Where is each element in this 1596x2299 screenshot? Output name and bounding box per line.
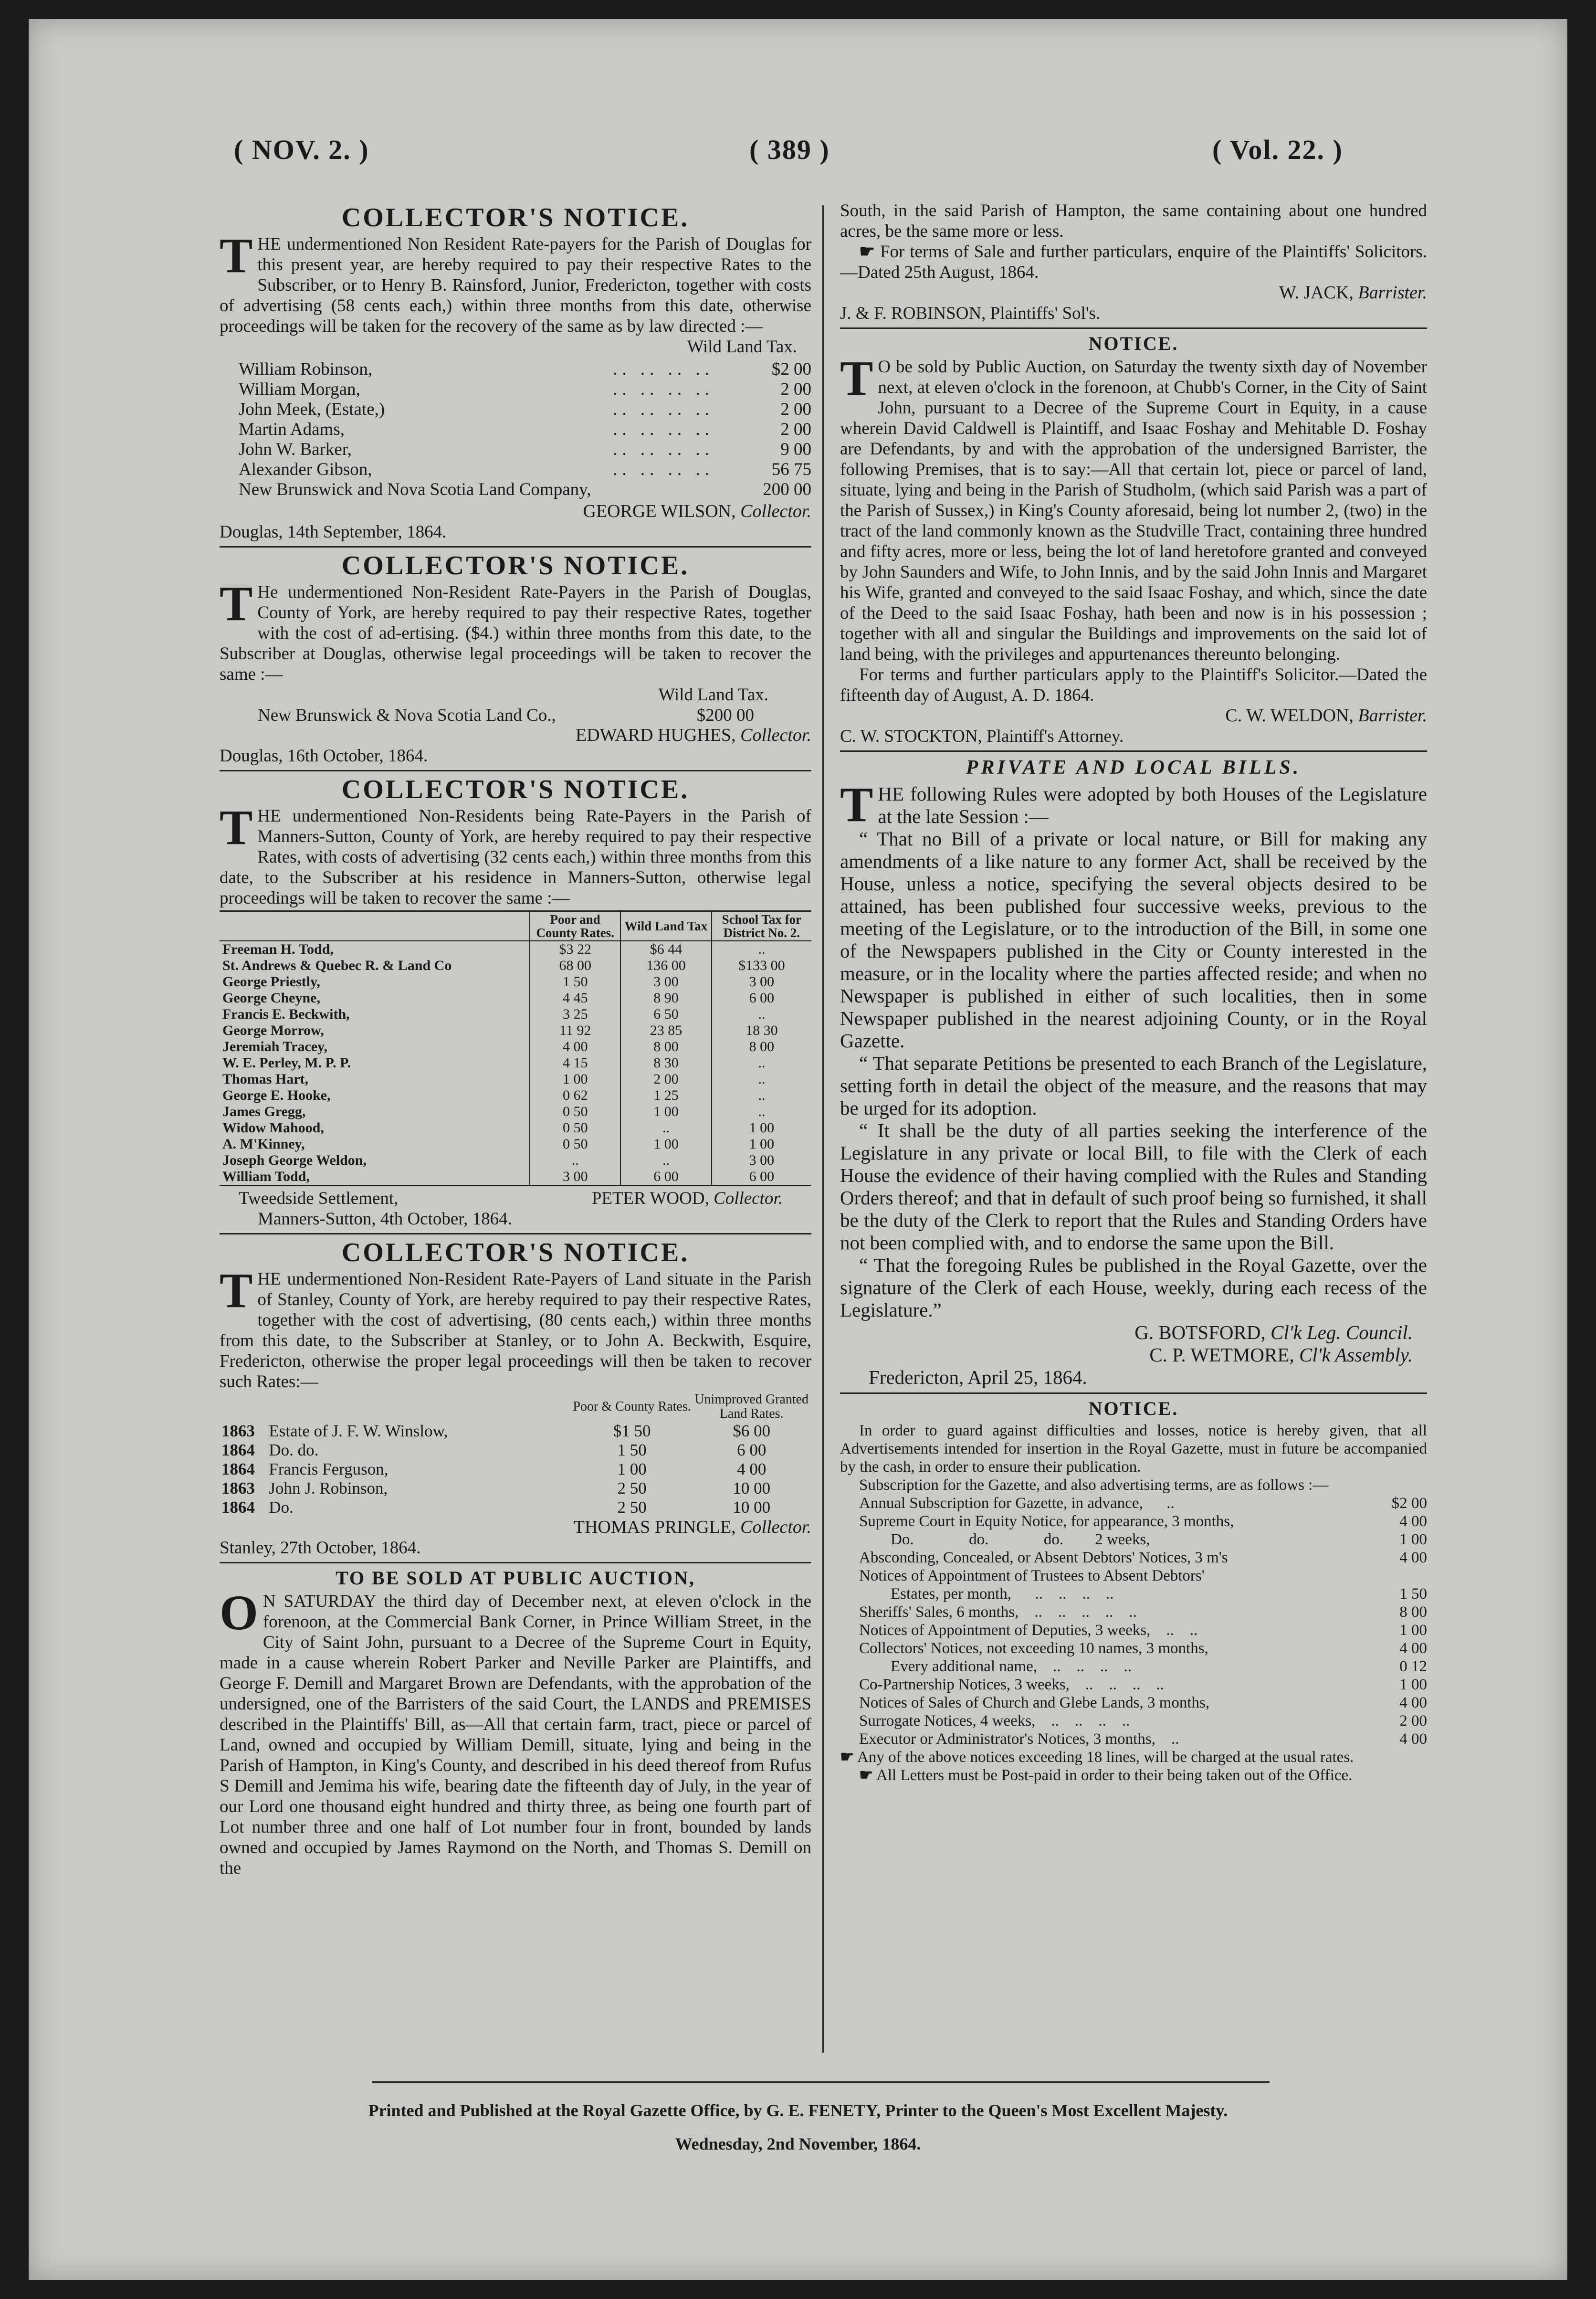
- rule-paragraph: “ It shall be the duty of all parties seeking the interference of the Legislature in any private or local Bill, to file with the Clerk of each House the evidence of their having complied with the Rules and Standing Orders thereof; and that in default of such proof being so furnished, it shall be the duty of the Clerk to report that the Rules and Standing Orders have not been complied with, and to endorse the same upon the Bill.: [840, 1119, 1427, 1254]
- table-cell: 1863: [221, 1479, 255, 1498]
- gazette-notice: [840, 1398, 1427, 1784]
- section-rule: [840, 327, 1427, 329]
- rule-paragraph: “ That separate Petitions be presented to each Branch of the Legislature, setting forth in detail the object of the measure, and the reasons that may be urged for its adoption.: [840, 1052, 1427, 1119]
- footer-imprint: Printed and Published at the Royal Gazette Office, by G. E. FENETY, Printer to the Queen's Most Excellent Majesty.: [368, 2101, 1228, 2120]
- table-cell: George Priestly,: [222, 974, 320, 990]
- table-cell: 4 15: [530, 1055, 620, 1071]
- collector-notice-douglas-2: [220, 551, 811, 766]
- table-cell: 1 00: [530, 1071, 620, 1087]
- rates-list: [840, 1494, 1427, 1748]
- section-rule: [220, 1233, 811, 1234]
- section-rule: [840, 750, 1427, 752]
- table-cell: 3 00: [620, 974, 711, 990]
- notice-title: PRIVATE AND LOCAL BILLS.: [966, 757, 1302, 779]
- table-cell: George Cheyne,: [222, 990, 320, 1006]
- pointing-hand-icon: ☛: [840, 1749, 854, 1766]
- table-row: [220, 1460, 811, 1479]
- list-item: Supreme Court in Equity Notice, for appearance, 3 months, 4 00: [859, 1513, 1427, 1530]
- list-item: New Brunswick and Nova Scotia Land Company, 200 00: [239, 480, 811, 499]
- list-item: William Morgan, .. .. .. .. 2 00: [239, 380, 811, 399]
- table-cell: Estate of J. F. W. Winslow,: [269, 1422, 448, 1440]
- table-cell: 2 50: [617, 1479, 647, 1498]
- notice-body: HE undermentioned Non-Resident Rate-Payers of Land situate in the Parish of Stanley, County of York, are hereby required to pay their respective Rates, together with the cost of advertising, (80 cents each,) within three months from this date, to the Subscriber at Stanley, or to John A. Beckwith, Esquire, Fredericton, otherwise the proper legal proceedings will then be taken to recover such Rates:—: [220, 1269, 811, 1392]
- notice-date: Stanley, 27th October, 1864.: [220, 1538, 421, 1558]
- notice-date: Fredericton, April 25, 1864.: [869, 1366, 1087, 1388]
- table-cell: 6 00: [620, 1169, 711, 1185]
- table-cell: $6 44: [620, 941, 711, 958]
- table-cell: 0 50: [530, 1104, 620, 1120]
- table-cell: George Morrow,: [222, 1023, 324, 1038]
- table-cell: 6 50: [620, 1006, 711, 1023]
- notice-body: O be sold by Public Auction, on Saturday the twenty sixth day of November next, at eleven o'clock in the forenoon, at Chubb's Corner, in the City of Saint John, pursuant to a Decree of the Supreme Court in Equity, in a cause wherein David Caldwell is Plaintiff, and Isaac Foshay and Mehitable D. Foshay are Defendants, by and with the approbation of the undersigned Barrister, the following Premises, that is to say:—All that certain lot, piece or parcel of land, situate, lying and being in the Parish of Studholm, (which said Parish was a part of the Parish of Sussex,) in King's County aforesaid, being lot number 2, (two) in the tract of the land commonly known as the Studville Tract, containing three hundred and fifty acres, more or less, being the lot of land heretofore granted and conveyed by John Saunders and Wife, to John Innis, and by the said John Innis and Margaret his Wife, granted and conveyed to the said Isaac Foshay, and which, since the date of the Deed to the said Isaac Foshay, hath been and now is in his possession ; together with all and singular the Buildings and improvements on the said lot of land being, with the privileges and appurtenances thereunto belonging.: [840, 357, 1427, 664]
- newspaper-page: [29, 19, 1567, 2280]
- table-cell: 2 00: [620, 1071, 711, 1087]
- table-cell: ..: [620, 1152, 711, 1169]
- table-cell: 1 25: [620, 1087, 711, 1104]
- footer-date: Wednesday, 2nd November, 1864.: [675, 2134, 921, 2153]
- list-item: Notices of Appointment of Trustees to Absent Debtors': [859, 1567, 1205, 1584]
- table-cell: 1 50: [617, 1441, 647, 1459]
- table-cell: Jeremiah Tracey,: [222, 1039, 327, 1055]
- notice-date: Douglas, 16th October, 1864.: [220, 746, 428, 766]
- table-cell: Freeman H. Todd,: [222, 941, 334, 957]
- list-item: Martin Adams, .. .. .. .. 2 00: [239, 420, 811, 439]
- table-cell: 23 85: [620, 1023, 711, 1039]
- table-cell: 0 62: [530, 1087, 620, 1104]
- table-cell: 6 00: [712, 1169, 811, 1185]
- column-header: Unimproved Granted Land Rates.: [694, 1392, 809, 1421]
- rates-table: [220, 912, 811, 1185]
- section-rule: [220, 1562, 811, 1563]
- dropcap: T: [220, 800, 253, 855]
- table-cell: ..: [712, 1087, 811, 1104]
- intro: HE following Rules were adopted by both Houses of the Legislature at the late Session :—: [878, 783, 1427, 827]
- table-row: [220, 1055, 811, 1071]
- collector-notice-douglas: [220, 203, 811, 542]
- table-cell: 1864: [221, 1460, 255, 1478]
- table-cell: George E. Hooke,: [222, 1087, 331, 1103]
- column-header: Wild Land Tax: [620, 912, 711, 941]
- terms: For terms and further particulars apply to the Plaintiff's Solicitor.—Dated the fifteenth day of August, A. D. 1864.: [840, 665, 1427, 705]
- table-cell: 1864: [221, 1441, 255, 1459]
- pointing-hand-icon: ☛: [859, 242, 875, 262]
- table-cell: 3 00: [530, 1169, 620, 1185]
- table-cell: 4 00: [737, 1460, 766, 1478]
- table-cell: ..: [530, 1152, 620, 1169]
- table-cell: $1 50: [613, 1422, 651, 1440]
- terms: For terms of Sale and further particulars, enquire of the Plaintiffs' Solicitors.—Dated 25th August, 1864.: [840, 242, 1428, 282]
- dropcap: T: [840, 777, 873, 832]
- table-cell: ..: [712, 1104, 811, 1120]
- place: Tweedside Settlement,: [239, 1189, 399, 1208]
- table-row: [220, 1498, 811, 1517]
- attorney: C. W. STOCKTON, Plaintiff's Attorney.: [840, 727, 1124, 746]
- header-right: ( Vol. 22. ): [1212, 134, 1343, 165]
- table-row: [220, 958, 811, 974]
- table-cell: 2 50: [617, 1498, 647, 1517]
- signature: W. JACK, Barrister.: [1279, 283, 1427, 303]
- table-row: [220, 1006, 811, 1023]
- table-cell: Do.: [269, 1498, 294, 1517]
- table-cell: 0 50: [530, 1136, 620, 1152]
- table-cell: John J. Robinson,: [269, 1479, 388, 1498]
- table-cell: William Todd,: [222, 1169, 310, 1184]
- notice-body: South, in the said Parish of Hampton, the same containing about one hundred acres, be the same more or less.: [840, 201, 1427, 241]
- table-cell: 8 90: [620, 990, 711, 1006]
- table-cell: ..: [712, 1071, 811, 1087]
- table-cell: 1863: [221, 1422, 255, 1440]
- table-row: [220, 990, 811, 1006]
- list-item: Every additional name, .. .. .. .. 0 12: [859, 1658, 1427, 1675]
- table-row: [220, 1071, 811, 1087]
- notice-date: Douglas, 14th September, 1864.: [220, 522, 447, 542]
- dropcap: T: [220, 576, 253, 631]
- left-column: [220, 200, 811, 1878]
- notice-title: TO BE SOLD AT PUBLIC AUCTION,: [336, 1567, 695, 1589]
- list-item: Surrogate Notices, 4 weeks, .. .. .. .. 2 00: [859, 1712, 1427, 1730]
- table-row: [220, 1023, 811, 1039]
- list-item: Estates, per month, .. .. .. .. 1 50: [859, 1585, 1427, 1603]
- column-header: Poor and County Rates.: [530, 912, 620, 941]
- signature: THOMAS PRINGLE, Collector.: [573, 1517, 811, 1537]
- section-rule: [840, 1392, 1427, 1394]
- list-item: Executor or Administrator's Notices, 3 months, .. 4 00: [859, 1730, 1427, 1748]
- signature: EDWARD HUGHES, Collector.: [576, 725, 811, 745]
- list-item: Do. do. do. 2 weeks, 1 00: [859, 1531, 1427, 1548]
- table-row: [220, 974, 811, 990]
- dropcap: O: [220, 1585, 258, 1640]
- table-cell: $6 00: [733, 1422, 771, 1440]
- table-row: [220, 1136, 811, 1152]
- list-item: New Brunswick & Nova Scotia Land Co., $200 00: [258, 706, 754, 725]
- list-item: Sheriffs' Sales, 6 months, .. .. .. .. .. 8 00: [859, 1603, 1427, 1621]
- table-row: [220, 1120, 811, 1136]
- table-cell: 1 00: [617, 1460, 647, 1478]
- collector-notice-manners-sutton: [220, 775, 811, 1229]
- table-cell: 1 00: [712, 1136, 811, 1152]
- table-cell: 6 00: [737, 1441, 766, 1459]
- table-cell: Do. do.: [269, 1441, 319, 1459]
- pointing-hand-icon: ☛: [859, 1767, 873, 1784]
- list-item: Annual Subscription for Gazette, in advance, .. $2 00: [859, 1495, 1427, 1512]
- list-item: John W. Barker, .. .. .. .. 9 00: [239, 440, 811, 459]
- table-row: [220, 1422, 811, 1441]
- note: All Letters must be Post-paid in order to their being taken out of the Office.: [876, 1767, 1353, 1784]
- table-cell: James Gregg,: [222, 1104, 306, 1119]
- column-divider: [822, 205, 824, 2053]
- table-row: [220, 1152, 811, 1169]
- table-cell: 1 00: [712, 1120, 811, 1136]
- table-cell: 10 00: [733, 1498, 771, 1517]
- section-rule: [220, 546, 811, 548]
- solicitors: J. & F. ROBINSON, Plaintiffs' Sol's.: [840, 304, 1101, 323]
- signature: C. W. WELDON, Barrister.: [1225, 706, 1427, 726]
- notice-body: Subscription for the Gazette, and also advertising terms, are as follows :—: [859, 1476, 1329, 1494]
- column-header: School Tax for District No. 2.: [712, 912, 811, 941]
- table-cell: Francis E. Beckwith,: [222, 1006, 350, 1022]
- column-header: Wild Land Tax.: [658, 685, 768, 705]
- table-cell: 18 30: [712, 1023, 811, 1039]
- table-cell: A. M'Kinney,: [222, 1136, 305, 1152]
- table-cell: $133 00: [712, 958, 811, 974]
- list-item: William Robinson, .. .. .. .. $2 00: [239, 359, 811, 379]
- table-cell: 3 00: [712, 974, 811, 990]
- table-cell: 1864: [221, 1498, 255, 1517]
- table-cell: 6 00: [712, 990, 811, 1006]
- auction-continuation: [840, 200, 1427, 324]
- signature: G. BOTSFORD, Cl'k Leg. Council.: [1134, 1321, 1413, 1343]
- notice-title: COLLECTOR'S NOTICE.: [341, 775, 690, 804]
- ratepayer-list: [239, 359, 811, 499]
- notice-body: He undermentioned Non-Resident Rate-Payers in the Parish of Douglas, County of York, are hereby required to pay their respective Rates, together with the cost of ad-ertising. ($4.) within three months from this date, to the Subscriber at Douglas, otherwise legal proceedings will be taken to recover the same :—: [220, 582, 811, 684]
- table-cell: Joseph George Weldon,: [222, 1152, 367, 1168]
- table-row: [220, 1039, 811, 1055]
- right-column: [840, 200, 1427, 1784]
- footer-rule: [372, 2081, 1270, 2083]
- table-cell: $3 22: [530, 941, 620, 958]
- table-cell: 136 00: [620, 958, 711, 974]
- collector-notice-stanley: [220, 1238, 811, 1558]
- notice-body: In order to guard against difficulties and losses, notice is hereby given, that all Advertisements intended for insertion in the Royal Gazette, must in future be accompanied by the cash, in order to ensure their publication.: [840, 1422, 1427, 1476]
- note: Any of the above notices exceeding 18 lines, will be charged at the usual rates.: [857, 1749, 1354, 1766]
- table-cell: 8 00: [712, 1039, 811, 1055]
- column-header: Wild Land Tax.: [687, 337, 797, 357]
- table-cell: 8 00: [620, 1039, 711, 1055]
- table-cell: 0 50: [530, 1120, 620, 1136]
- list-item: Absconding, Concealed, or Absent Debtors' Notices, 3 m's 4 00: [859, 1549, 1427, 1566]
- rule-paragraph: “ That no Bill of a private or local nature, or Bill for making any amendments of a like nature to any former Act, shall be received by the House, unless a notice, specifying the several objects desired to be attained, has been published four successive weeks, previous to the meeting of the Legislature, or to the introduction of the Bill, in some one of the Newspapers published in the City or County interested in the measure, or in the locality where the parties affected reside; and when no Newspaper is published in either of such localities, then in some Newspaper published in the nearest adjoining County, or in the Royal Gazette.: [840, 828, 1427, 1052]
- notice-body: HE undermentioned Non-Residents being Rate-Payers in the Parish of Manners-Sutton, County of York, are hereby required to pay their respective Rates, with costs of advertising (32 cents each,) within three months from this date, to the Subscriber at his residence in Manners-Sutton, otherwise legal proceedings will be taken to recover the same :—: [220, 806, 811, 908]
- notice-title: NOTICE.: [1088, 333, 1179, 354]
- list-item: Notices of Appointment of Deputies, 3 weeks, .. .. 1 00: [859, 1622, 1427, 1639]
- table-cell: Thomas Hart,: [222, 1071, 308, 1087]
- table-cell: ..: [712, 1006, 811, 1023]
- notice-title: COLLECTOR'S NOTICE.: [341, 203, 690, 232]
- table-cell: Francis Ferguson,: [269, 1460, 388, 1478]
- dropcap: T: [220, 228, 253, 283]
- table-cell: St. Andrews & Quebec R. & Land Co: [222, 958, 452, 973]
- notice-body: HE undermentioned Non Resident Rate-payers for the Parish of Douglas for this present year, are hereby required to pay their respective Rates to the Subscriber, or to Henry B. Rainsford, Junior, Fredericton, together with costs of advertising (58 cents each,) within three months from this date, otherwise proceedings will be taken for the recovery of the same as by law directed :—: [220, 234, 811, 336]
- section-rule: [220, 770, 811, 771]
- public-auction-notice: [220, 1567, 811, 1878]
- list-item: Co-Partnership Notices, 3 weeks, .. .. .. .. 1 00: [859, 1676, 1427, 1693]
- table-row: [220, 1441, 811, 1460]
- rates-table: [220, 1392, 811, 1517]
- header-page-number: ( 389 ): [749, 134, 830, 165]
- table-cell: W. E. Perley, M. P. P.: [222, 1055, 351, 1071]
- signature: PETER WOOD, Collector.: [591, 1189, 783, 1208]
- table-cell: 1 50: [530, 974, 620, 990]
- notice-body: N SATURDAY the third day of December next, at eleven o'clock in the forenoon, at the Commercial Bank Corner, in Prince William Street, in the City of Saint John, pursuant to a Decree of the Supreme Court in Equity, made in a cause wherein Robert Parker and Neville Parker are Plaintiffs, and George F. Demill and Margaret Brown are Defendants, with the approbation of the undersigned, one of the Barristers of the said Court, the LANDS and PREMISES described in the Plaintiffs' Bill, as—All that certain farm, tract, piece or parcel of Land, owned and occupied by William Demill, situate, lying and being in the Parish of Hampton, in King's County, and described in his deed thereof from Rufus S Demill and Jemima his wife, bearing date the fifteenth day of July, in the year of our Lord one thousand eight hundred and thirty three, as being one fourth part of Lot number three and one half of Lot number four in front, bounded by lands owned and occupied by James Raymond on the North, and Thomas S. Demill on the: [220, 1592, 811, 1878]
- list-item: John Meek, (Estate,) .. .. .. .. 2 00: [239, 400, 811, 419]
- table-cell: 3 00: [712, 1152, 811, 1169]
- header-left: ( NOV. 2. ): [234, 134, 369, 165]
- table-cell: 11 92: [530, 1023, 620, 1039]
- notice-date: Manners-Sutton, 4th October, 1864.: [258, 1209, 512, 1229]
- table-cell: 68 00: [530, 958, 620, 974]
- table-cell: ..: [712, 1055, 811, 1071]
- table-row: [220, 1087, 811, 1104]
- column-header: Poor & County Rates.: [573, 1399, 691, 1414]
- table-cell: 1 00: [620, 1104, 711, 1120]
- table-cell: Widow Mahood,: [222, 1120, 324, 1136]
- table-row: [220, 1104, 811, 1120]
- table-cell: ..: [620, 1120, 711, 1136]
- table-cell: 1 00: [620, 1136, 711, 1152]
- table-cell: 4 00: [530, 1039, 620, 1055]
- signature: GEORGE WILSON, Collector.: [583, 501, 811, 521]
- table-cell: 4 45: [530, 990, 620, 1006]
- dropcap: T: [220, 1263, 253, 1318]
- notice-studholm-sale: [840, 333, 1427, 747]
- table-row: [220, 941, 811, 958]
- signature: C. P. WETMORE, Cl'k Assembly.: [1149, 1344, 1413, 1366]
- notice-title: COLLECTOR'S NOTICE.: [341, 551, 690, 580]
- table-row: [220, 1479, 811, 1498]
- table-cell: 10 00: [733, 1479, 771, 1498]
- notice-title: NOTICE.: [1088, 1398, 1179, 1419]
- dropcap: T: [840, 351, 873, 406]
- notice-title: COLLECTOR'S NOTICE.: [341, 1238, 690, 1267]
- list-item: Notices of Sales of Church and Glebe Lands, 3 months, 4 00: [859, 1694, 1427, 1711]
- table-cell: 8 30: [620, 1055, 711, 1071]
- rule-paragraph: “ That the foregoing Rules be published in the Royal Gazette, over the signature of the Clerk of each House, weekly, during each recess of the Legislature.”: [840, 1254, 1427, 1321]
- table-cell: ..: [712, 941, 811, 958]
- private-local-bills: [840, 757, 1427, 1389]
- list-item: Alexander Gibson, .. .. .. .. 56 75: [239, 460, 811, 479]
- table-cell: 3 25: [530, 1006, 620, 1023]
- table-row: [220, 1169, 811, 1185]
- list-item: Collectors' Notices, not exceeding 10 names, 3 months, 4 00: [859, 1640, 1427, 1657]
